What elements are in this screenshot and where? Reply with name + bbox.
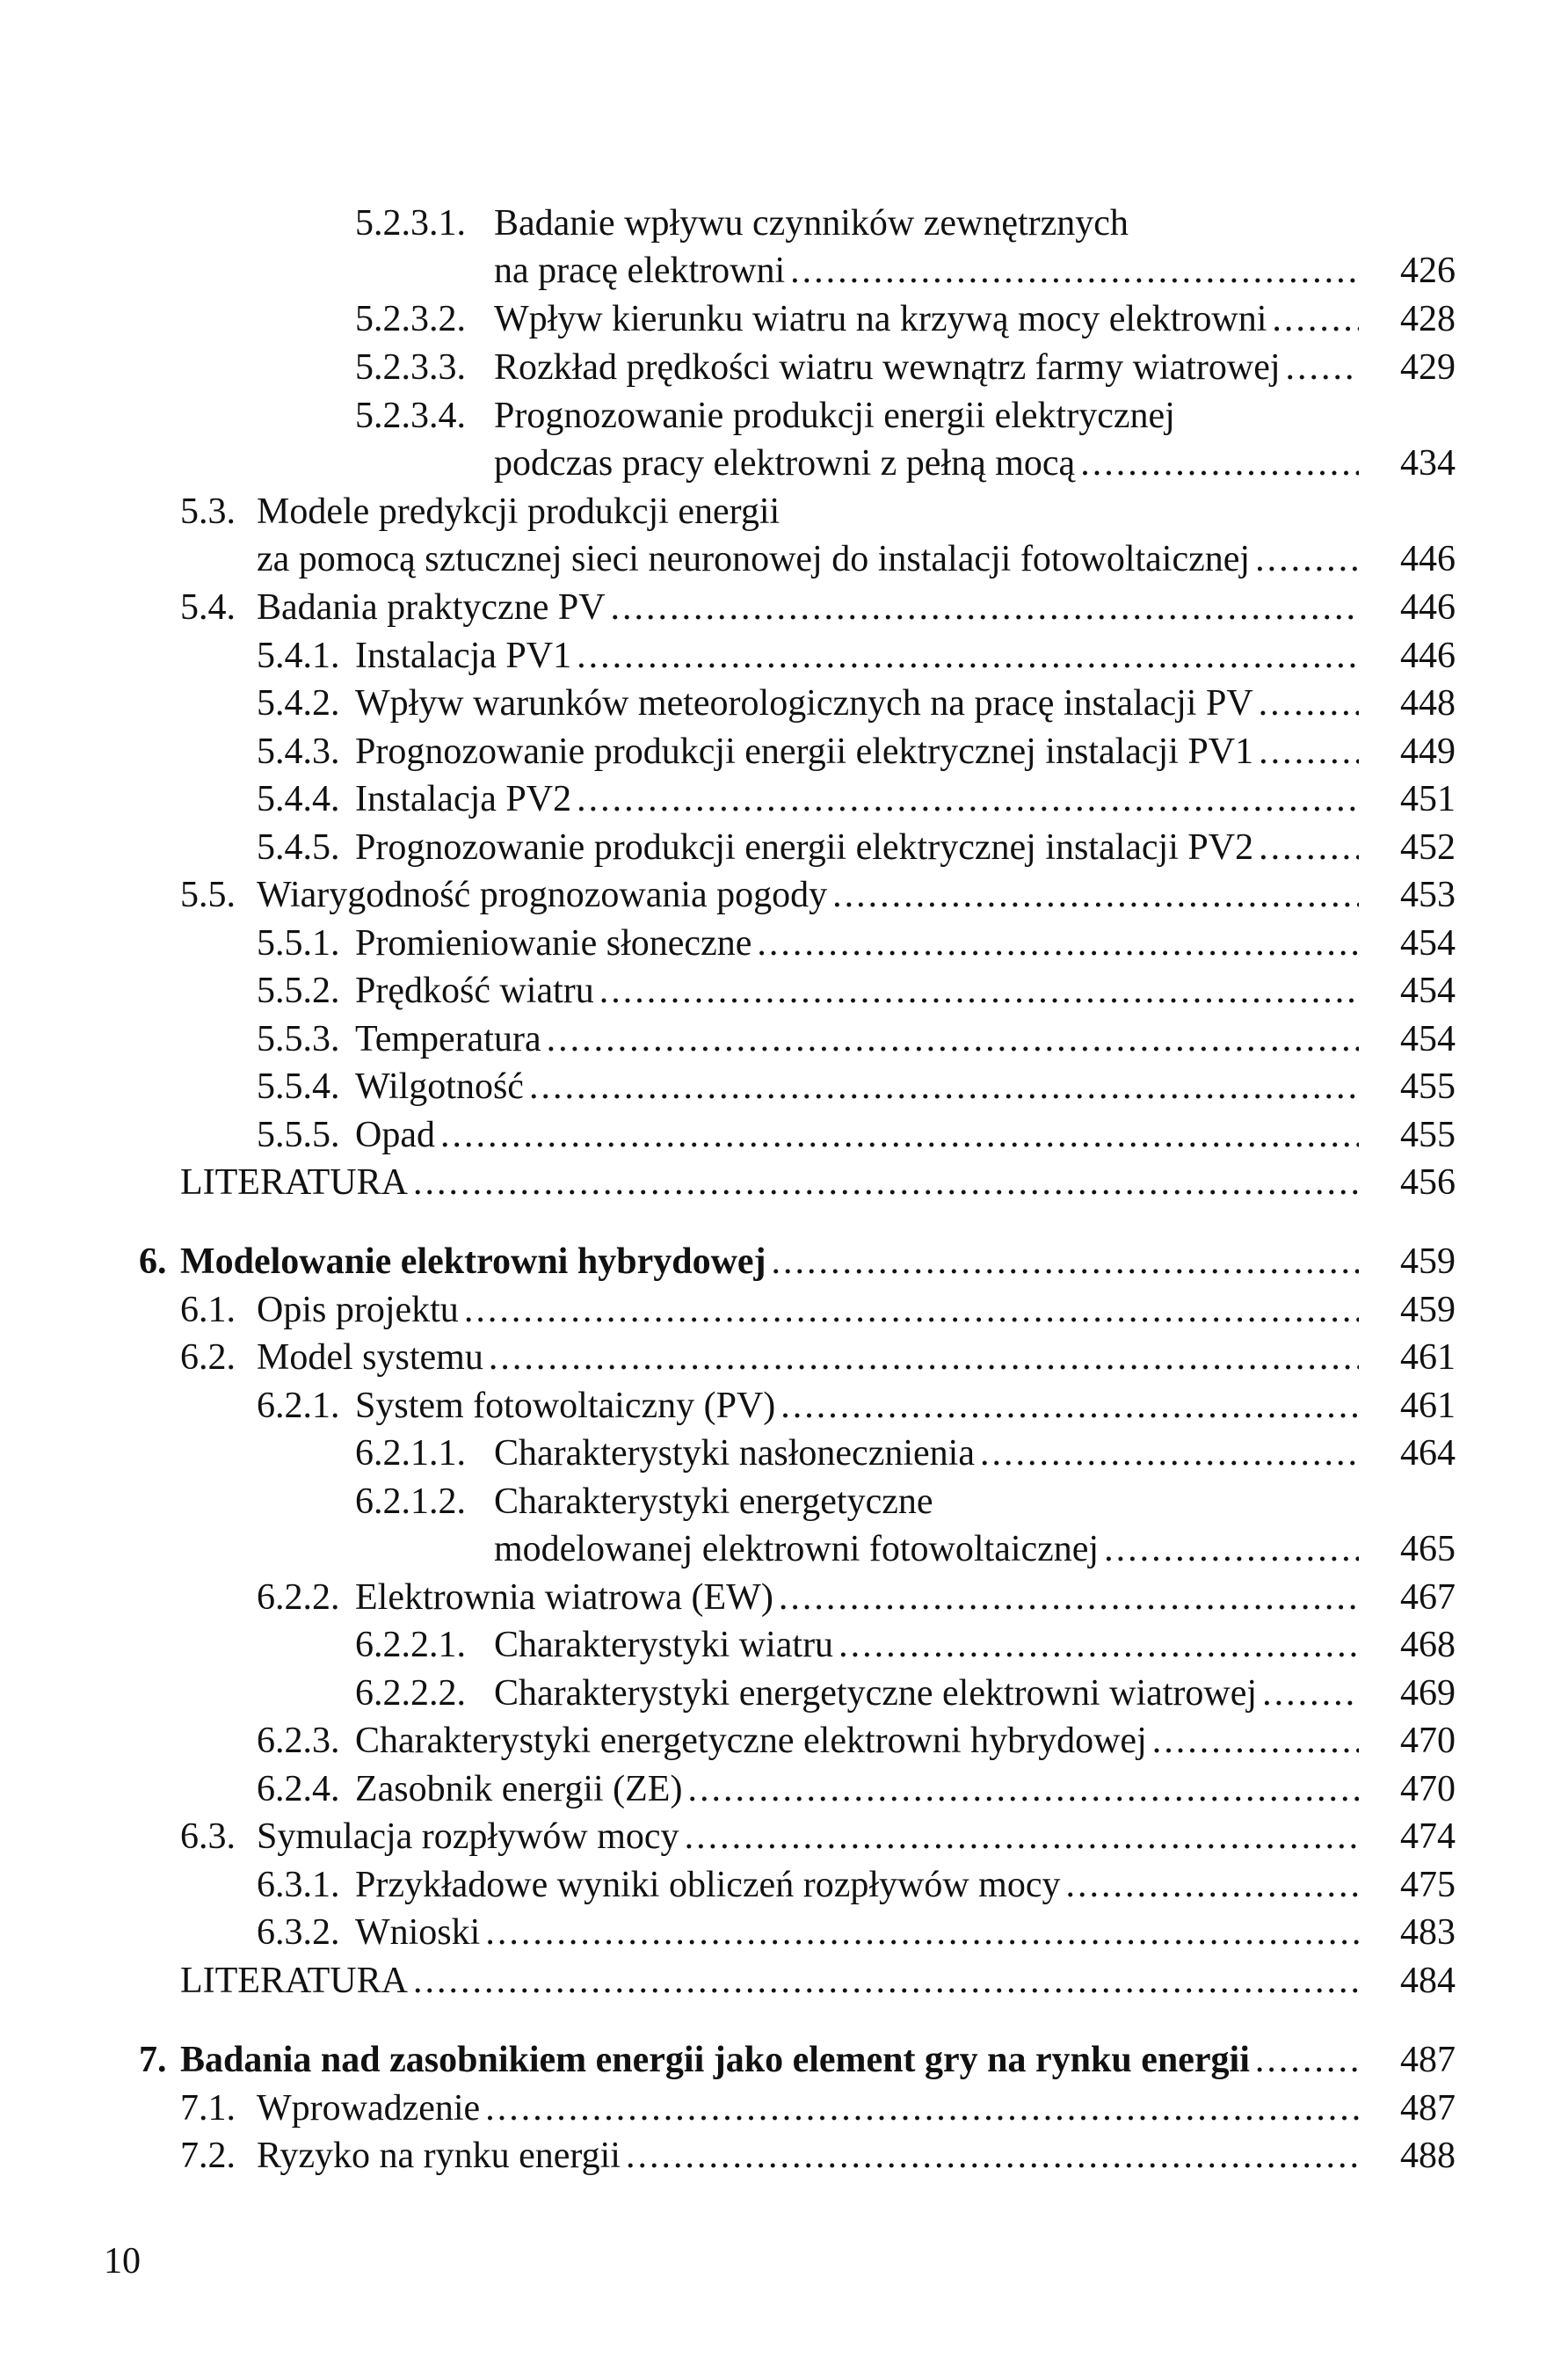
toc-entry <box>0 1525 1561 1573</box>
toc-entry <box>0 871 1561 919</box>
toc-entry <box>0 1574 1561 1621</box>
dot-leader <box>980 1430 1359 1477</box>
toc-entry-title: Badania nad zasobnikiem energii jako element gry na rynku energii <box>180 2040 1250 2080</box>
toc-entry <box>0 1717 1561 1765</box>
toc-entry-page: 448 <box>1400 683 1456 724</box>
dot-leader <box>687 1765 1359 1813</box>
toc-entry <box>0 1111 1561 1159</box>
toc-entry-title: Badania praktyczne PV <box>257 587 606 628</box>
toc-entry-title: Charakterystyki energetyczne elektrowni hybrydowej <box>355 1721 1147 1761</box>
toc-entry <box>0 2085 1561 2132</box>
toc-entry <box>0 1813 1561 1860</box>
toc-entry <box>0 1765 1561 1813</box>
toc-entry-number: 5.5. <box>180 875 236 915</box>
toc-entry-number: 7. <box>139 2040 167 2080</box>
toc-entry-page: 426 <box>1400 251 1456 291</box>
dot-leader <box>779 1574 1359 1621</box>
toc-entry-page: 470 <box>1400 1769 1456 1809</box>
toc-entry-page: 455 <box>1400 1115 1456 1155</box>
toc-entry-page: 454 <box>1400 923 1456 964</box>
toc-entry-page: 451 <box>1400 779 1456 819</box>
toc-entry <box>0 632 1561 680</box>
toc-entry-number: 6. <box>139 1241 167 1282</box>
toc-entry-page: 434 <box>1400 443 1456 484</box>
toc-entry-title: LITERATURA <box>180 1162 408 1203</box>
toc-entry <box>0 247 1561 295</box>
dot-leader <box>547 1015 1359 1063</box>
toc-entry <box>0 680 1561 727</box>
dot-leader <box>529 1063 1359 1110</box>
toc-entry-page: 453 <box>1400 875 1456 915</box>
toc-entry-page: 454 <box>1400 971 1456 1011</box>
dot-leader <box>790 247 1359 295</box>
toc-entry-number: 5.2.3.4. <box>355 396 466 436</box>
dot-leader <box>1255 535 1359 583</box>
toc-entry-page: 467 <box>1400 1577 1456 1618</box>
toc-entry-title: Wpływ kierunku wiatru na krzywą mocy elektrowni <box>494 299 1267 339</box>
toc-entry-page: 454 <box>1400 1019 1456 1059</box>
toc-entry <box>0 1334 1561 1381</box>
dot-leader <box>626 2132 1359 2180</box>
dot-leader <box>611 584 1359 631</box>
toc-entry-number: 5.2.3.1. <box>355 203 466 244</box>
toc-entry-page: 474 <box>1400 1816 1456 1857</box>
toc-entry <box>0 1382 1561 1430</box>
toc-entry-title: Zasobnik energii (ZE) <box>355 1769 683 1809</box>
toc-entry <box>0 1957 1561 2005</box>
toc-entry <box>0 1861 1561 1909</box>
toc-entry <box>0 967 1561 1015</box>
toc-entry <box>0 392 1561 440</box>
dot-leader <box>1152 1717 1359 1765</box>
toc-entry-number: 5.3. <box>180 491 236 532</box>
toc-entry-page: 459 <box>1400 1290 1456 1330</box>
toc-entry-title: Instalacja PV2 <box>355 779 572 819</box>
dot-leader <box>1255 2036 1359 2084</box>
toc-entry <box>0 1159 1561 1206</box>
toc-entry <box>0 920 1561 967</box>
toc-entry-title: podczas pracy elektrowni z pełną mocą <box>494 443 1076 484</box>
toc-entry-number: 6.2.1.2. <box>355 1481 466 1522</box>
toc-entry-title: Przykładowe wyniki obliczeń rozpływów mocy <box>355 1865 1061 1905</box>
toc-entry <box>0 1286 1561 1334</box>
toc-entry-number: 6.2.2.1. <box>355 1625 466 1665</box>
dot-leader <box>1259 728 1359 775</box>
dot-leader <box>413 1957 1359 2005</box>
toc-entry-title: Opad <box>355 1115 435 1155</box>
toc-entry-number: 5.4.5. <box>257 827 340 868</box>
toc-entry-number: 6.2.3. <box>257 1721 340 1761</box>
dot-leader <box>1272 295 1359 343</box>
toc-entry-page: 487 <box>1400 2040 1456 2080</box>
toc-entry <box>0 1063 1561 1110</box>
dot-leader <box>1262 1670 1359 1717</box>
toc-entry-title: Temperatura <box>355 1019 541 1059</box>
page-number: 10 <box>104 2241 141 2282</box>
toc-entry-title: Rozkład prędkości wiatru wewnątrz farmy wiatrowej <box>494 347 1281 388</box>
toc-entry-number: 6.3.1. <box>257 1865 340 1905</box>
toc-entry-title: System fotowoltaiczny (PV) <box>355 1386 776 1426</box>
dot-leader <box>1080 440 1359 487</box>
toc-entry-title: Promieniowanie słoneczne <box>355 923 752 964</box>
toc-entry-page: 452 <box>1400 827 1456 868</box>
toc-entry-number: 6.2.2. <box>257 1577 340 1618</box>
dot-leader <box>839 1621 1359 1669</box>
dot-leader <box>1259 824 1359 871</box>
toc-entry-page: 456 <box>1400 1162 1456 1203</box>
toc-entry <box>0 2132 1561 2180</box>
toc-entry-title: Charakterystyki energetyczne <box>494 1481 933 1522</box>
toc-entry-number: 7.1. <box>180 2088 236 2129</box>
toc-entry-page: 455 <box>1400 1066 1456 1107</box>
toc-entry-number: 7.2. <box>180 2136 236 2176</box>
toc-entry-number: 5.5.1. <box>257 923 340 964</box>
toc-entry-number: 6.2. <box>180 1337 236 1378</box>
toc-entry-number: 5.4.3. <box>257 731 340 772</box>
dot-leader <box>780 1382 1359 1430</box>
toc-entry-title: Prognozowanie produkcji energii elektrycznej <box>494 396 1175 436</box>
toc-entry <box>0 295 1561 343</box>
toc-entry <box>0 488 1561 535</box>
toc-entry-title: Instalacja PV1 <box>355 636 572 676</box>
toc-entry-number: 5.4. <box>180 587 236 628</box>
dot-leader <box>485 1909 1359 1956</box>
toc-entry-number: 6.2.4. <box>257 1769 340 1809</box>
toc-entry-number: 6.3.2. <box>257 1912 340 1953</box>
toc-entry-page: 470 <box>1400 1721 1456 1761</box>
toc-entry-number: 6.1. <box>180 1290 236 1330</box>
toc-entry-title: Modelowanie elektrowni hybrydowej <box>180 1241 766 1282</box>
dot-leader <box>489 1334 1359 1381</box>
dot-leader <box>485 2085 1359 2132</box>
toc-entry-number: 6.2.1. <box>257 1386 340 1426</box>
toc-entry-title: Model systemu <box>257 1337 483 1378</box>
toc-entry-page: 449 <box>1400 731 1456 772</box>
toc-entry-page: 446 <box>1400 636 1456 676</box>
toc-entry <box>0 728 1561 775</box>
toc-entry-title: na pracę elektrowni <box>494 251 786 291</box>
toc-entry-number: 5.4.2. <box>257 683 340 724</box>
dot-leader <box>757 920 1359 967</box>
toc-entry <box>0 775 1561 823</box>
toc-entry-page: 446 <box>1400 587 1456 628</box>
toc-entry-title: Opis projektu <box>257 1290 459 1330</box>
toc-entry <box>0 1909 1561 1956</box>
toc-entry <box>0 1670 1561 1717</box>
toc-entry-page: 428 <box>1400 299 1456 339</box>
toc-entry <box>0 344 1561 391</box>
toc-entry <box>0 535 1561 583</box>
toc-entry <box>0 584 1561 631</box>
toc-entry-page: 461 <box>1400 1337 1456 1378</box>
toc-entry <box>0 1621 1561 1669</box>
toc-entry-number: 6.2.1.1. <box>355 1433 466 1474</box>
dot-leader <box>772 1238 1359 1285</box>
dot-leader <box>1065 1861 1359 1909</box>
toc-entry-title: Wprowadzenie <box>257 2088 481 2129</box>
toc-entry-page: 461 <box>1400 1386 1456 1426</box>
toc-entry-title: Prognozowanie produkcji energii elektrycznej instalacji PV1 <box>355 731 1254 772</box>
toc-entry-title: Wnioski <box>355 1912 481 1953</box>
dot-leader <box>1104 1525 1359 1573</box>
toc-entry-number: 5.5.5. <box>257 1115 340 1155</box>
dot-leader <box>1286 344 1359 391</box>
toc-entry-page: 488 <box>1400 2136 1456 2176</box>
toc-entry-title: Charakterystyki energetyczne elektrowni wiatrowej <box>494 1673 1258 1714</box>
toc-entry-page: 446 <box>1400 539 1456 579</box>
dot-leader <box>464 1286 1359 1334</box>
toc-entry-page: 429 <box>1400 347 1456 388</box>
dot-leader <box>577 775 1359 823</box>
toc-entry-page: 483 <box>1400 1912 1456 1953</box>
toc-entry-title: Charakterystyki nasłonecznienia <box>494 1433 975 1474</box>
toc-entry-page: 465 <box>1400 1529 1456 1569</box>
toc-entry-number: 5.4.4. <box>257 779 340 819</box>
toc-entry-number: 5.2.3.3. <box>355 347 466 388</box>
toc-entry <box>0 824 1561 871</box>
toc-entry <box>0 200 1561 247</box>
toc-entry-title: Charakterystyki wiatru <box>494 1625 834 1665</box>
toc-entry-title: Ryzyko na rynku energii <box>257 2136 621 2176</box>
toc-entry-title: Wpływ warunków meteorologicznych na pracę instalacji PV <box>355 683 1253 724</box>
toc-entry-page: 475 <box>1400 1865 1456 1905</box>
toc-entry <box>0 1430 1561 1477</box>
toc-entry-number: 5.4.1. <box>257 636 340 676</box>
dot-leader <box>599 967 1359 1015</box>
toc-entry-title: Wiarygodność prognozowania pogody <box>257 875 828 915</box>
toc-chapter-entry <box>0 1238 1561 1285</box>
dot-leader <box>685 1813 1359 1860</box>
toc-entry <box>0 440 1561 487</box>
toc-entry-page: 469 <box>1400 1673 1456 1714</box>
toc-entry-title: Modele predykcji produkcji energii <box>257 491 780 532</box>
toc-entry-title: Elektrownia wiatrowa (EW) <box>355 1577 773 1618</box>
toc-chapter-entry <box>0 2036 1561 2084</box>
toc-entry-number: 5.5.2. <box>257 971 340 1011</box>
toc-entry-title: Badanie wpływu czynników zewnętrznych <box>494 203 1129 244</box>
toc-entry-number: 6.2.2.2. <box>355 1673 466 1714</box>
dot-leader <box>413 1159 1359 1206</box>
toc-entry-number: 6.3. <box>180 1816 236 1857</box>
toc-entry-title: modelowanej elektrowni fotowoltaicznej <box>494 1529 1100 1569</box>
toc-entry-title: LITERATURA <box>180 1961 408 2001</box>
toc-entry-title: Symulacja rozpływów mocy <box>257 1816 679 1857</box>
toc-entry-title: za pomocą sztucznej sieci neuronowej do instalacji fotowoltaicznej <box>257 539 1251 579</box>
dot-leader <box>1259 680 1359 727</box>
toc-entry-page: 459 <box>1400 1241 1456 1282</box>
toc-entry <box>0 1478 1561 1525</box>
toc-entry-page: 468 <box>1400 1625 1456 1665</box>
toc-entry-number: 5.5.3. <box>257 1019 340 1059</box>
dot-leader <box>440 1111 1359 1159</box>
toc-entry-title: Wilgotność <box>355 1066 524 1107</box>
dot-leader <box>577 632 1359 680</box>
toc-entry-page: 487 <box>1400 2088 1456 2129</box>
toc-entry-title: Prędkość wiatru <box>355 971 594 1011</box>
toc-entry-title: Prognozowanie produkcji energii elektrycznej instalacji PV2 <box>355 827 1254 868</box>
toc-entry-page: 464 <box>1400 1433 1456 1474</box>
toc-entry <box>0 1015 1561 1063</box>
toc-entry-page: 484 <box>1400 1961 1456 2001</box>
toc-entry-number: 5.5.4. <box>257 1066 340 1107</box>
dot-leader <box>832 871 1359 919</box>
toc-entry-number: 5.2.3.2. <box>355 299 466 339</box>
